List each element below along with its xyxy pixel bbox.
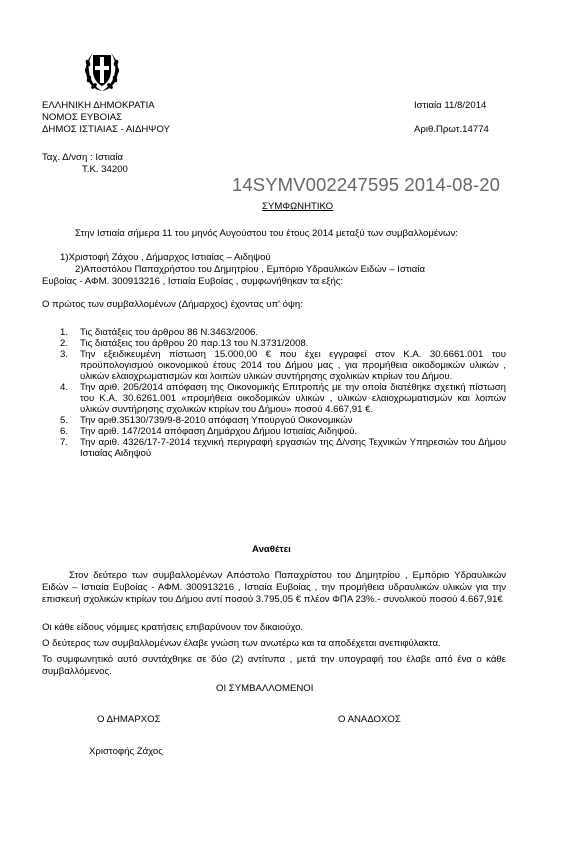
assignment-paragraph: Στον δεύτερο των συμβαλλομένων Απόστολο Παπαχρίστου του Δημητρίου , Εμπόριο Υδραυλικών Ειδών – Ιστιαία Ευβοίας - ΑΦΜ. 300913216 , Ιστιαία Ευβοίας , την προμήθεια υδραυλικών υλικών για την επισκευή σχολικών κτιρίων του Δήμου αντί ποσού 3.795,05 € πλέον ΦΠΑ 23%.- συνολικού ποσού 4.667,91€ — [42, 570, 506, 605]
considering-line: Ο πρώτος των συμβαλλομένων (Δήμαρχος) έχοντας υπ' όψη: — [42, 299, 303, 310]
protocol-number: Αριθ.Πρωτ.14774 — [414, 124, 489, 135]
list-item: 4. Την αριθ. 205/2014 απόφαση της Οικονομικής Επιτροπής με την οποία διατέθηκε σχετική πίστωση του Κ.Α. 30.6261.001 «προμήθεια οικοδομικών υλικών , υλικών ελαιοχρωματισμών και λοιπών υλικών συντήρησης σχολικών κτιρίων του Δήμου» ποσού 4.667,91 €. — [60, 382, 506, 415]
mayor-name: Χριστοφής Ζάχος — [89, 746, 163, 757]
postal-code: Τ.Κ. 34200 — [82, 164, 128, 175]
list-item: 2. Τις διατάξεις του άρθρου 20 παρ.13 του Ν.3731/2008. — [60, 338, 309, 349]
intro-line: Στην Ιστιαία σήμερα 11 του μηνός Αυγούστου του έτους 2014 μεταξύ των συμβαλλομένων: — [75, 228, 458, 239]
issuer-prefecture: ΝΟΜΟΣ ΕΥΒΟΙΑΣ — [42, 112, 123, 123]
document-title: ΣΥΜΦΩΝΗΤΙΚΟ — [262, 201, 334, 212]
list-item: 7. Την αριθ. 4326/17-7-2014 τεχνική περιγραφή εργασιών της Δ/νσης Τεχνικών Υπηρεσιών του Δήμου Ιστιαίας Αιδηψού — [60, 437, 506, 459]
mayor-label: Ο ΔΗΜΑΡΧΟΣ — [97, 714, 161, 725]
issuer-municipality: ΔΗΜΟΣ ΙΣΤΙΑΙΑΣ - ΑΙΔΗΨΟΥ — [42, 124, 170, 135]
list-item: 3. Την εξειδικευμένη πίστωση 15.000,00 € που έχει εγγραφεί στον Κ.Α. 30.6661.001 του προϋπολογισμού οικονομικού έτους 2014 του Δήμου μας , για προμήθεια οικοδομικών υλικών , υλικών ελαιοχρωματισμών και λοιπών υλικών συντήρησης σχολικών κτιρίων του Δήμου. — [60, 349, 506, 382]
list-item: 6. Την αριθ. 147/2014 απόφαση Δημάρχου Δήμου Ιστιαίας Αιδηψού. — [60, 426, 358, 437]
party-two-line-2: Ευβοίας - ΑΦΜ. 300913216 , Ιστιαία Ευβοίας , συμφωνήθηκαν τα εξής: — [42, 276, 344, 287]
ada-number: 14SYMV002247595 2014-08-20 — [232, 174, 500, 195]
list-item: 5. Την αριθ.35130/739/9-8-2010 απόφαση Υπουργού Οικονομικών — [60, 415, 353, 426]
issuer-country: ΕΛΛΗΝΙΚΗ ΔΗΜΟΚΡΑΤΙΑ — [42, 100, 155, 111]
contractor-label: Ο ΑΝΑΔΟΧΟΣ — [338, 714, 401, 725]
party-one: 1)Χριστοφή Ζάχου , Δήμαρχος Ιστιαίας – Αιδηψού — [60, 252, 271, 263]
signatories-heading: ΟΙ ΣΥΜΒΑΛΛΟΜΕΝΟΙ — [216, 683, 314, 694]
address-line: Ταχ. Δ/νση : Ιστιαία — [42, 152, 124, 163]
deductions-note: Οι κάθε είδους νόμιμες κρατήσεις επιβαρύνουν τον δικαιούχο. — [42, 622, 304, 633]
acceptance-note: Ο δεύτερος των συμβαλλομένων έλαβε γνώση των ανωτέρω και τα αποδέχεται ανεπιφύλακτα. — [42, 638, 441, 649]
place-date: Ιστιαία 11/8/2014 — [414, 100, 487, 111]
assigns-heading: Αναθέτει — [252, 544, 291, 555]
greek-coat-of-arms-emblem — [83, 49, 121, 93]
party-two-line-1: 2)Αποστόλου Παπαχρήστου του Δημητρίου , Εμπόριο Υδραυλικών Ειδών – Ιστιαία — [75, 264, 426, 275]
list-item: 1. Τις διατάξεις του άρθρου 86 Ν.3463/2006. — [60, 327, 259, 338]
copies-note: Το συμφωνητικό αυτό συντάχθηκε σε δύο (2) αντίτυπα , μετά την υπογραφή του έλαβε από ένα ο κάθε συμβαλλόμενος. — [42, 654, 506, 677]
considerations-list — [60, 327, 506, 459]
